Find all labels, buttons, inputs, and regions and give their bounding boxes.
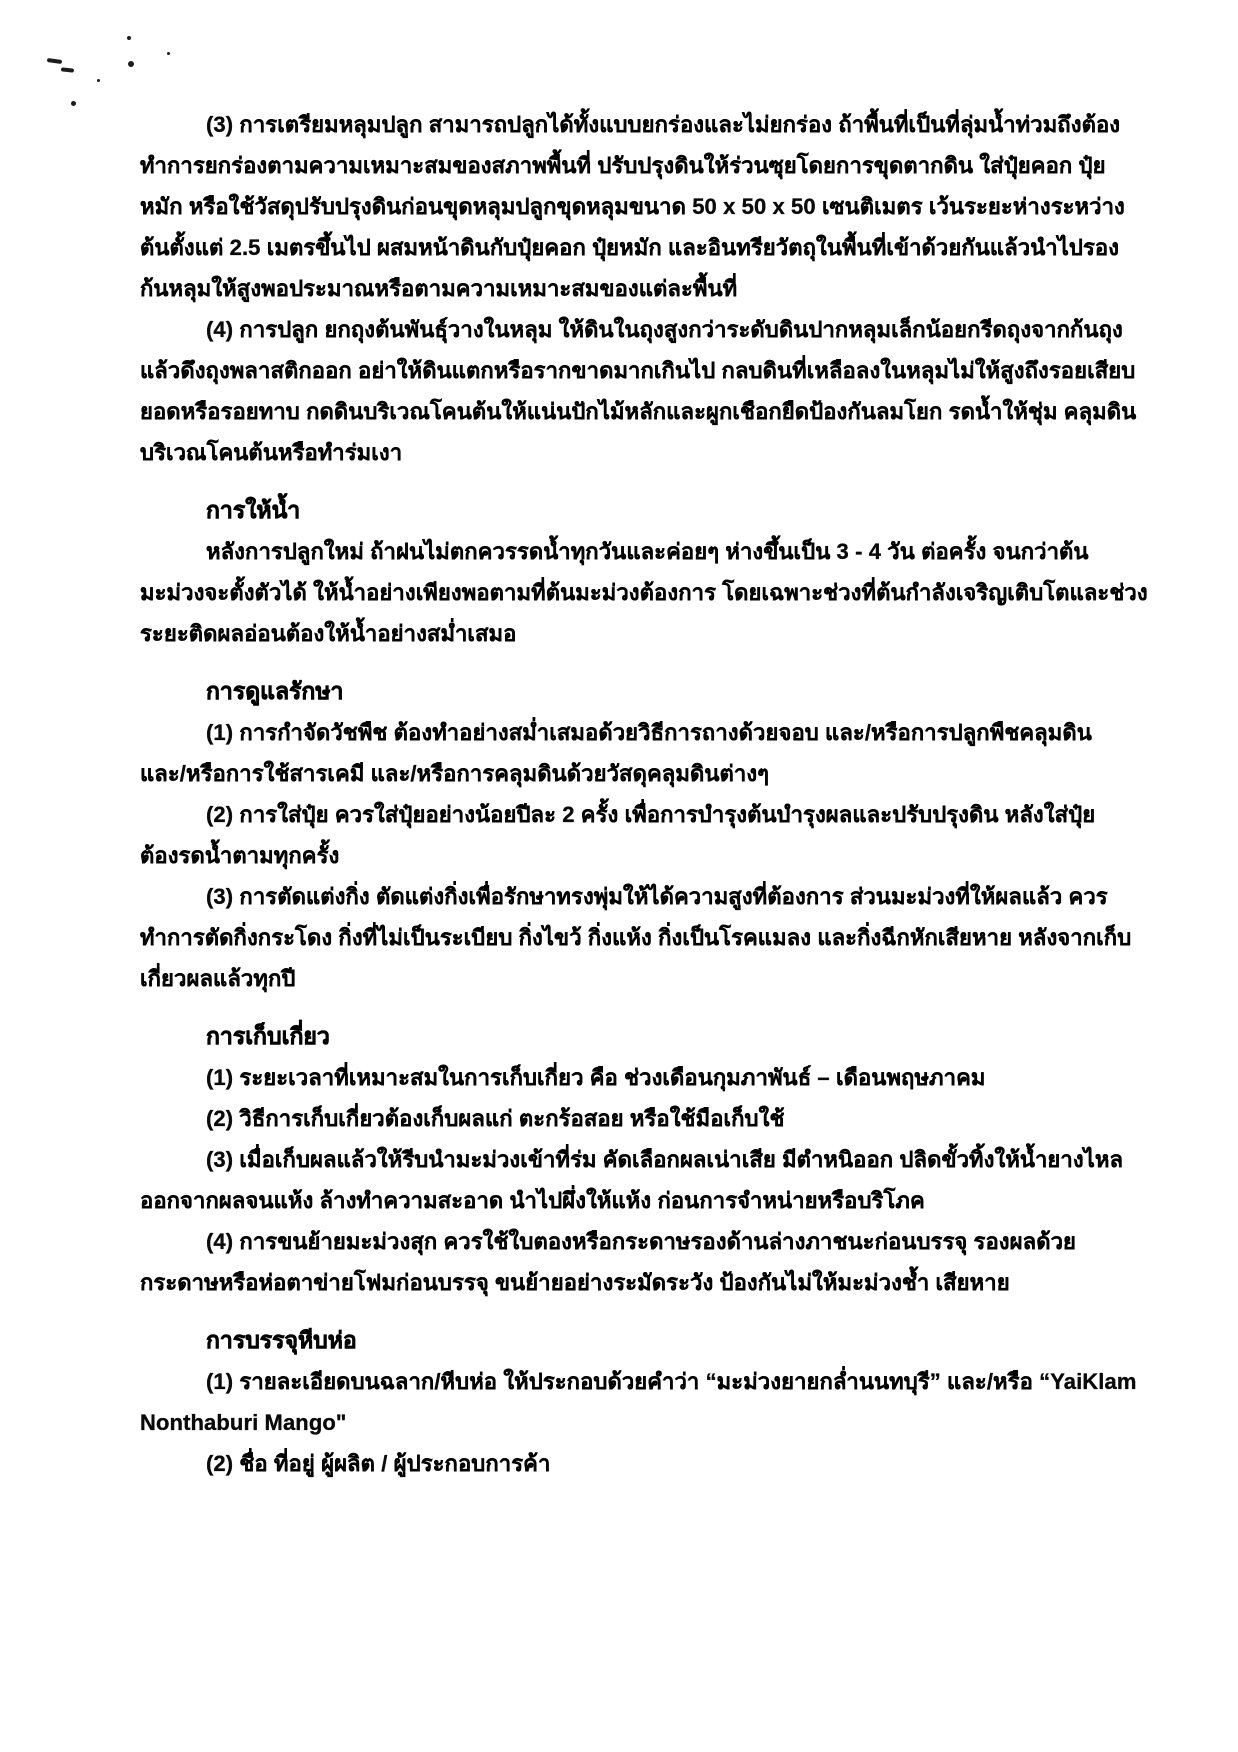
text-line: ทำการยกร่องตามความเหมาะสมของสภาพพื้นที่ ปรับปรุงดินให้ร่วนซุยโดยการขุดตากดิน ใส่ปุ๋ยคอก ปุ๋ย <box>140 153 1106 178</box>
scan-speck <box>61 67 74 72</box>
text-line: หมัก หรือใช้วัสดุปรับปรุงดินก่อนขุดหลุมปลูกขุดหลุมขนาด 50 x 50 x 50 เซนติเมตร เว้นระยะห่างระหว่าง <box>140 194 1125 219</box>
text-line: (2) ชื่อ ที่อยู่ ผู้ผลิต / ผู้ประกอบการค้า <box>206 1451 551 1476</box>
text-line: (3) การตัดแต่งกิ่ง ตัดแต่งกิ่งเพื่อรักษาทรงพุ่มให้ได้ความสูงที่ต้องการ ส่วนมะม่วงที่ให้ผลแล้ว ควร <box>206 884 1108 909</box>
text-line: (4) การขนย้ายมะม่วงสุก ควรใช้ใบตองหรือกระดาษรองด้านล่างภาชนะก่อนบรรจุ รองผลด้วย <box>206 1229 1077 1254</box>
scan-speck <box>97 79 100 82</box>
text-line: ก้นหลุมให้สูงพอประมาณหรือตามความเหมาะสมของแต่ละพื้นที่ <box>140 276 738 301</box>
scan-speck <box>71 101 76 106</box>
text-line: (3) การเตรียมหลุมปลูก สามารถปลูกได้ทั้งแบบยกร่องและไม่ยกร่อง ถ้าพื้นที่เป็นที่ลุ่มน้ำท่วมถึงต้อง <box>206 112 1121 137</box>
text-line: ต้องรดน้ำตามทุกครั้ง <box>140 843 340 868</box>
text-line: หลังการปลูกใหม่ ถ้าฝนไม่ตกควรรดน้ำทุกวันและค่อยๆ ห่างขึ้นเป็น 3 - 4 วัน ต่อครั้ง จนกว่าต้น <box>206 539 1089 564</box>
scan-speck <box>127 36 131 40</box>
document-body <box>140 104 1148 1484</box>
text-line: (1) ระยะเวลาที่เหมาะสมในการเก็บเกี่ยว คือ ช่วงเดือนกุมภาพันธ์ – เดือนพฤษภาคม <box>206 1065 986 1090</box>
text-line: (2) วิธีการเก็บเกี่ยวต้องเก็บผลแก่ ตะกร้อสอย หรือใช้มือเก็บใช้ <box>206 1106 785 1131</box>
text-line: กระดาษหรือห่อตาข่ายโฟมก่อนบรรจุ ขนย้ายอย่างระมัดระวัง ป้องกันไม่ให้มะม่วงช้ำ เสียหาย <box>140 1270 1010 1295</box>
text-line: (4) การปลูก ยกถุงต้นพันธุ์วางในหลุม ให้ดินในถุงสูงกว่าระดับดินปากหลุมเล็กน้อยกรีดถุงจากก้นถุง <box>206 317 1123 342</box>
text-line: เกี่ยวผลแล้วทุกปี <box>140 966 296 991</box>
scan-speck <box>128 61 134 67</box>
text-line: (1) รายละเอียดบนฉลาก/หีบห่อ ให้ประกอบด้วยคำว่า “มะม่วงยายกล่ำนนทบุรี” และ/หรือ “YaiKlam <box>206 1369 1137 1394</box>
text-line: ทำการตัดกิ่งกระโดง กิ่งที่ไม่เป็นระเบียบ กิ่งไขว้ กิ่งแห้ง กิ่งเป็นโรคแมลง และกิ่งฉีกหักเสียหาย หลังจากเก็บ <box>140 925 1132 950</box>
text-line: แล้วดึงถุงพลาสติกออก อย่าให้ดินแตกหรือรากขาดมากเกินไป กลบดินที่เหลือลงในหลุมไม่ให้สูงถึงรอยเสียบ <box>140 358 1136 383</box>
text-line: ยอดหรือรอยทาบ กดดินบริเวณโคนต้นให้แน่นปักไม้หลักและผูกเชือกยืดป้องกันลมโยก รดน้ำให้ชุ่ม คลุมดิน <box>140 399 1137 424</box>
text-line: (1) การกำจัดวัชพืช ต้องทำอย่างสม่ำเสมอด้วยวิธีการถางด้วยจอบ และ/หรือการปลูกพืชคลุมดิน <box>206 720 1092 745</box>
text-line: บริเวณโคนต้นหรือทำร่มเงา <box>140 440 403 465</box>
text-line: และ/หรือการใช้สารเคมี และ/หรือการคลุมดินด้วยวัสดุคลุมดินต่างๆ <box>140 761 770 786</box>
text-line: (2) การใส่ปุ๋ย ควรใส่ปุ๋ยอย่างน้อยปีละ 2 ครั้ง เพื่อการบำรุงต้นบำรุงผลและปรับปรุงดิน หลังใส่ปุ๋ย <box>206 802 1096 827</box>
section-heading: การบรรจุหีบห่อ <box>206 1327 357 1353</box>
scan-speck <box>47 58 62 64</box>
text-line: (3) เมื่อเก็บผลแล้วให้รีบนำมะม่วงเข้าที่ร่ม คัดเลือกผลเน่าเสีย มีตำหนิออก ปลิดขั้วทิ้งให้น้ำยางไหล <box>206 1147 1124 1172</box>
text-line: ต้นตั้งแต่ 2.5 เมตรขึ้นไป ผสมหน้าดินกับปุ๋ยคอก ปุ๋ยหมัก และอินทรียวัตถุในพื้นที่เข้าด้วยกันแล้วนำไปรอง <box>140 235 1120 260</box>
text-line: ออกจากผลจนแห้ง ล้างทำความสะอาด นำไปผึ่งให้แห้ง ก่อนการจำหน่ายหรือบริโภค <box>140 1188 925 1213</box>
section-heading: การเก็บเกี่ยว <box>206 1023 330 1049</box>
text-line: มะม่วงจะตั้งตัวได้ ให้น้ำอย่างเพียงพอตามที่ต้นมะม่วงต้องการ โดยเฉพาะช่วงที่ต้นกำลังเจริญเติบโตและช่วง <box>140 580 1148 605</box>
text-line: ระยะติดผลอ่อนต้องให้น้ำอย่างสม่ำเสมอ <box>140 621 517 646</box>
section-heading: การให้น้ำ <box>206 497 301 523</box>
section-heading: การดูแลรักษา <box>206 678 344 704</box>
scan-speck <box>167 52 170 55</box>
text-line: Nonthaburi Mango" <box>140 1410 347 1435</box>
